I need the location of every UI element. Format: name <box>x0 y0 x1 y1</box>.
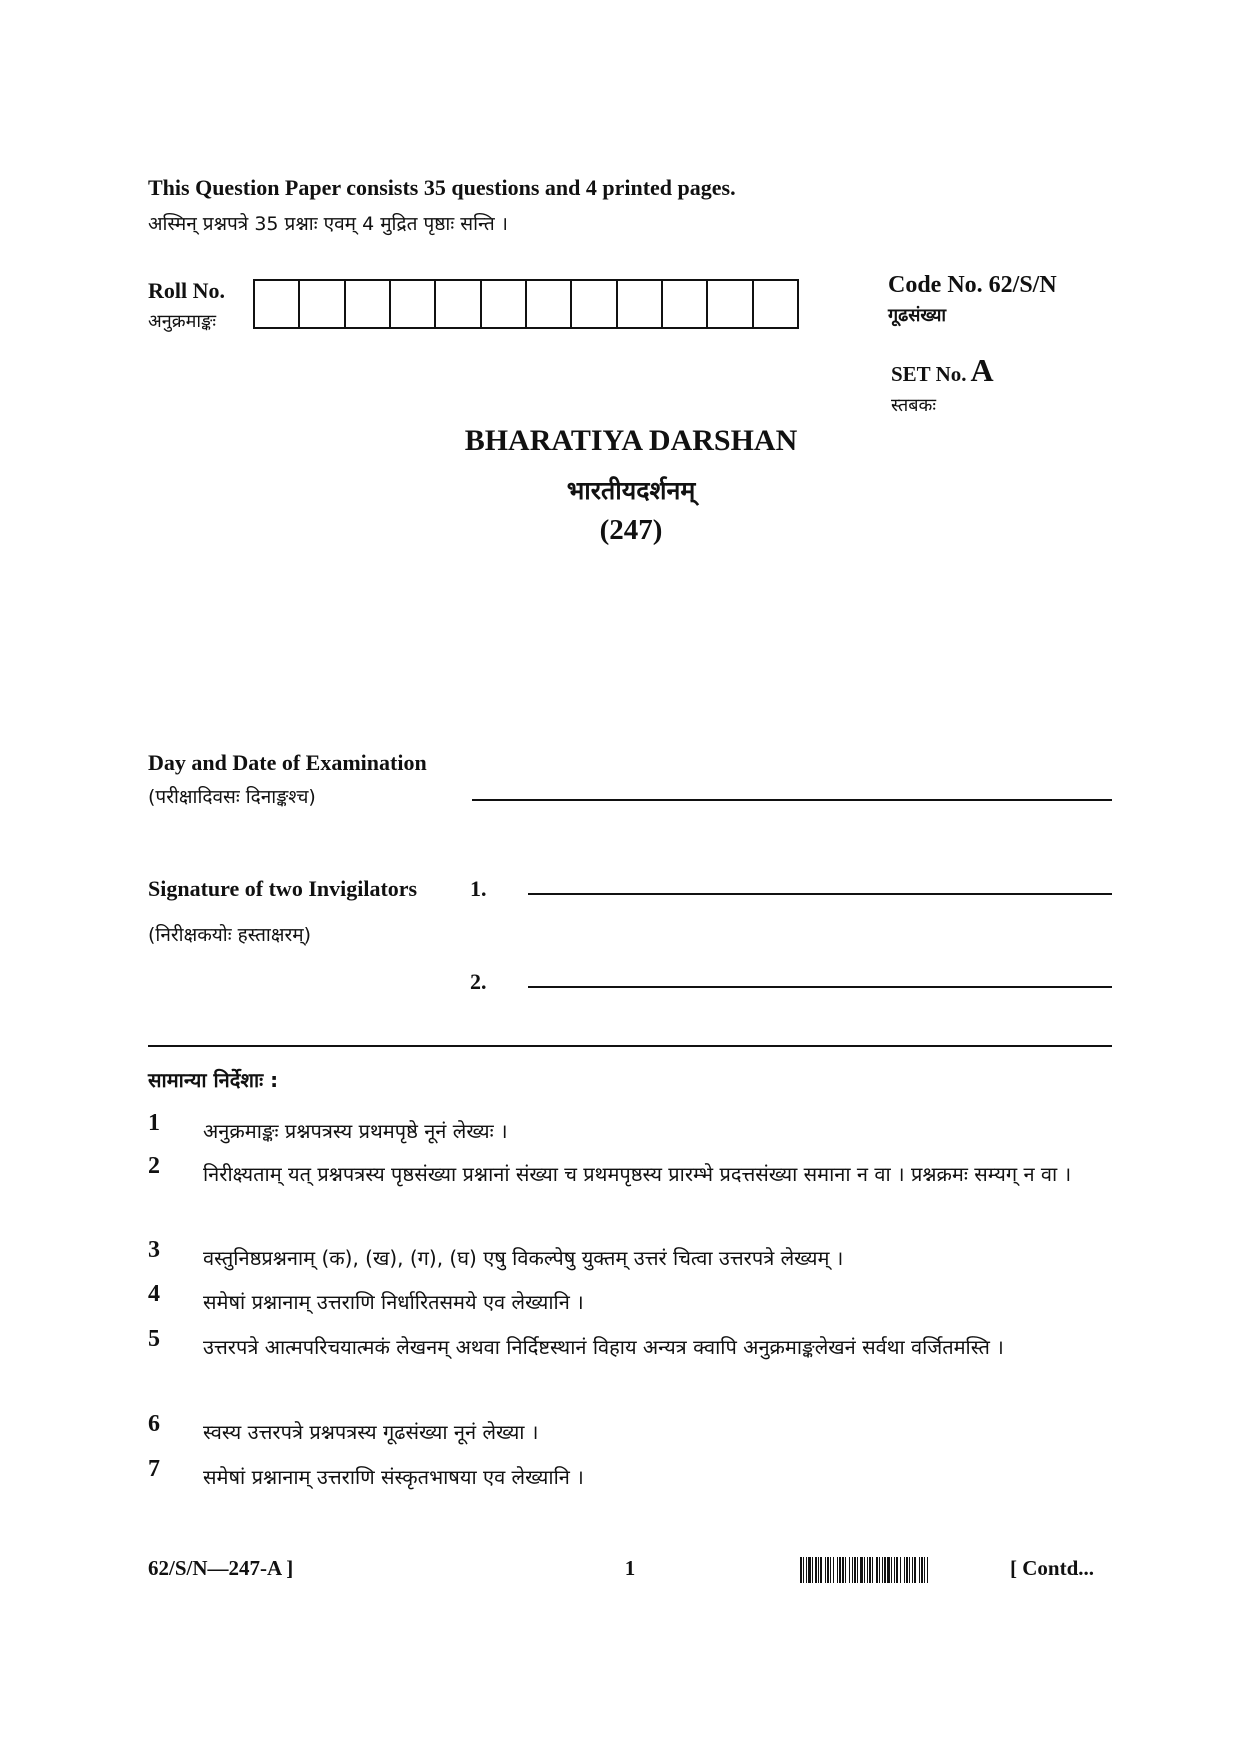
barcode-bar <box>909 1557 910 1583</box>
barcode-bar <box>887 1557 890 1583</box>
roll-digit-box[interactable] <box>527 281 572 327</box>
instruction-number: 5 <box>148 1326 160 1352</box>
barcode-bar <box>833 1557 834 1583</box>
subject-title-sanskrit: भारतीयदर्शनम् <box>566 476 696 505</box>
barcode-bar <box>818 1557 819 1583</box>
barcode-bar <box>882 1557 883 1583</box>
roll-digit-box[interactable] <box>663 281 708 327</box>
roll-digit-box[interactable] <box>754 281 797 327</box>
instructions-heading: सामान्या निर्देशाः : <box>148 1068 279 1092</box>
barcode-bar <box>867 1557 868 1583</box>
barcode-bar <box>876 1557 878 1583</box>
roll-digit-box[interactable] <box>572 281 617 327</box>
barcode-bar <box>896 1557 898 1583</box>
instruction-text: वस्तुनिष्ठप्रश्ननाम् (क), (ख), (ग), (घ) एषु विकल्पेषु युक्तम् उत्तरं चित्वा उत्तरपत्रे लेख्यम् । <box>203 1246 844 1270</box>
invigilator-1-signature-line[interactable] <box>528 893 1112 895</box>
roll-digit-box[interactable] <box>482 281 527 327</box>
roll-digit-box[interactable] <box>436 281 481 327</box>
roll-no-label-sanskrit: अनुक्रमाङ्कः <box>148 311 217 332</box>
instruction-text: अनुक्रमाङ्कः प्रश्नपत्रस्य प्रथमपृष्ठे नूनं लेख्यः । <box>203 1119 508 1143</box>
barcode-bar <box>839 1557 841 1583</box>
barcode-bar <box>800 1557 802 1583</box>
subject-title: BHARATIYA DARSHAN <box>464 424 798 457</box>
roll-digit-box[interactable] <box>391 281 436 327</box>
barcode-bar <box>825 1557 826 1583</box>
paper-info-sanskrit: अस्मिन् प्रश्नपत्रे 35 प्रश्नाः एवम् 4 मुद्रित पृष्ठाः सन्ति । <box>148 213 508 235</box>
exam-date-label-sanskrit: (परीक्षादिवसः दिनाङ्कश्च) <box>148 786 316 808</box>
invigilators-label: Signature of two Invigilators <box>148 876 418 901</box>
barcode-bar <box>879 1557 880 1583</box>
barcode-bar <box>842 1557 844 1583</box>
page-number: 1 <box>624 1556 636 1580</box>
roll-digit-box[interactable] <box>300 281 345 327</box>
instruction-number: 1 <box>148 1110 160 1136</box>
footer-paper-code: 62/S/N—247-A ] <box>148 1556 294 1580</box>
instruction-number: 3 <box>148 1237 160 1263</box>
section-divider <box>148 1045 1112 1047</box>
barcode-bar <box>827 1557 829 1583</box>
roll-number-boxes[interactable] <box>253 279 799 329</box>
barcode-bar <box>864 1557 865 1583</box>
roll-digit-box[interactable] <box>255 281 300 327</box>
barcode-bar <box>914 1557 916 1583</box>
instruction-text: समेषां प्रश्नानाम् उत्तराणि निर्धारितसमये एव लेख्यानि । <box>203 1290 584 1314</box>
barcode-bar <box>869 1557 871 1583</box>
instruction-number: 7 <box>148 1456 160 1482</box>
barcode-bar <box>860 1557 863 1583</box>
subject-code: (247) <box>599 514 663 546</box>
roll-digit-box[interactable] <box>708 281 753 327</box>
barcode-bar <box>815 1557 817 1583</box>
barcode-bar <box>852 1557 853 1583</box>
barcode-bar <box>857 1557 858 1583</box>
exam-date-label: Day and Date of Examination <box>148 750 427 775</box>
instruction-number: 6 <box>148 1411 160 1437</box>
invigilators-label-sanskrit: (निरीक्षकयोः हस्ताक्षरम्) <box>148 924 312 946</box>
barcode-bar <box>808 1557 811 1583</box>
barcode-bar <box>924 1557 925 1583</box>
barcode-bar <box>837 1557 838 1583</box>
barcode-bar <box>854 1557 856 1583</box>
invigilator-1-number: 1. <box>470 876 487 901</box>
barcode-bar <box>919 1557 920 1583</box>
set-label: SET No. <box>891 362 967 386</box>
roll-digit-box[interactable] <box>618 281 663 327</box>
barcode-bar <box>845 1557 846 1583</box>
barcode-bar <box>849 1557 850 1583</box>
code-number-sanskrit: गूढसंख्या <box>888 305 947 326</box>
roll-digit-box[interactable] <box>346 281 391 327</box>
barcode-icon <box>800 1557 1000 1583</box>
barcode-bar <box>894 1557 895 1583</box>
barcode-bar <box>803 1557 804 1583</box>
barcode-bar <box>927 1557 928 1583</box>
barcode-bar <box>872 1557 873 1583</box>
code-number: Code No. 62/S/N <box>888 272 1057 298</box>
barcode-bar <box>820 1557 822 1583</box>
instruction-number: 4 <box>148 1281 160 1307</box>
barcode-bar <box>921 1557 923 1583</box>
instruction-text: निरीक्ष्यताम् यत् प्रश्नपत्रस्य पृष्ठसंख्या प्रश्नानां संख्या च प्रथमपृष्ठस्य प्रारम्भे प्रदत्तसंख्या समाना न वा । प्रश्नक्रमः सम्यग् न वा । <box>203 1162 1072 1186</box>
exam-date-line[interactable] <box>472 799 1112 801</box>
paper-info-english: This Question Paper consists 35 questions and 4 printed pages. <box>148 175 736 200</box>
barcode-bar <box>806 1557 807 1583</box>
set-label-sanskrit: स्तबकः <box>891 395 936 416</box>
barcode-bar <box>904 1557 905 1583</box>
barcode-bar <box>812 1557 813 1583</box>
continued-label: [ Contd... <box>1010 1556 1095 1580</box>
instruction-text: समेषां प्रश्नानाम् उत्तराणि संस्कृतभाषया एव लेख्यानि । <box>203 1465 584 1489</box>
roll-no-label: Roll No. <box>148 278 225 303</box>
barcode-bar <box>891 1557 892 1583</box>
invigilator-2-signature-line[interactable] <box>528 986 1112 988</box>
barcode-bar <box>884 1557 886 1583</box>
instruction-text: स्वस्य उत्तरपत्रे प्रश्नपत्रस्य गूढसंख्या नूनं लेख्या । <box>203 1420 539 1444</box>
instruction-text: उत्तरपत्रे आत्मपरिचयात्मकं लेखनम् अथवा निर्दिष्टस्थानं विहाय अन्यत्र क्वापि अनुक्रमाङ्कलेखनं सर्वथा वर्जितमस्ति । <box>203 1335 1004 1359</box>
barcode-bar <box>900 1557 901 1583</box>
set-number <box>891 352 994 389</box>
barcode-bar <box>830 1557 831 1583</box>
set-value: A <box>970 352 994 388</box>
invigilator-2-number: 2. <box>470 969 487 994</box>
barcode-bar <box>906 1557 908 1583</box>
instruction-number: 2 <box>148 1153 160 1179</box>
barcode-bar <box>912 1557 913 1583</box>
